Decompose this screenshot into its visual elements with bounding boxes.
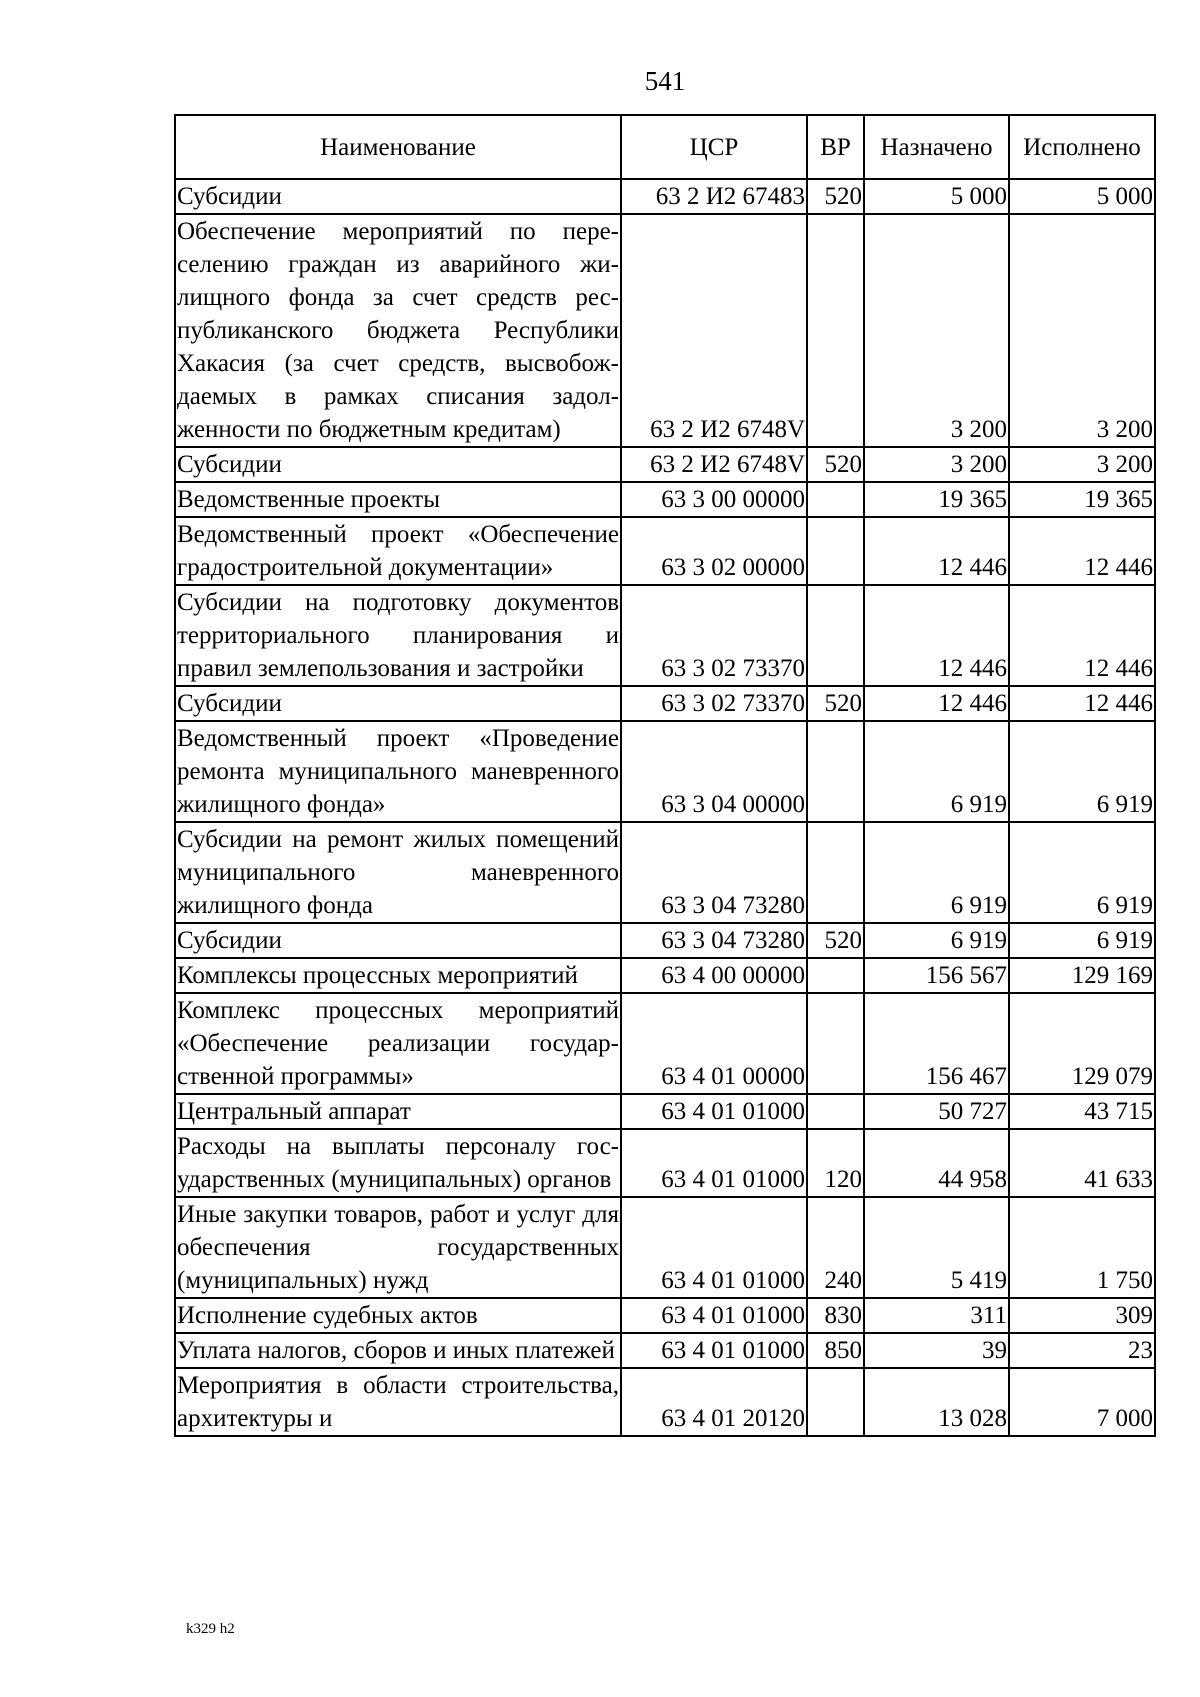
cell-name: Субсидии [175, 447, 621, 482]
header-name: Наименование [175, 115, 621, 179]
cell-planned: 50 727 [864, 1094, 1009, 1129]
cell-executed: 12 446 [1009, 585, 1155, 686]
cell-vr [807, 721, 864, 822]
table-row [175, 1197, 1155, 1298]
table-row [175, 686, 1155, 721]
cell-executed: 23 [1009, 1333, 1155, 1368]
cell-planned: 44 958 [864, 1129, 1009, 1197]
budget-table [174, 114, 1156, 1437]
cell-name: Мероприятия в области строительства, архитектуры и [175, 1368, 621, 1436]
table-row [175, 482, 1155, 517]
table-row [175, 1368, 1155, 1436]
cell-name: Субсидии на ремонт жилых помещений муниципального маневренного жилищного фонда [175, 822, 621, 923]
cell-planned: 156 467 [864, 993, 1009, 1094]
cell-executed: 43 715 [1009, 1094, 1155, 1129]
cell-planned: 6 919 [864, 923, 1009, 958]
cell-executed: 3 200 [1009, 447, 1155, 482]
cell-planned: 12 446 [864, 517, 1009, 585]
cell-name: Комплекс процессных мероприятий «Обеспечение реализации государственной программы» [175, 993, 621, 1094]
cell-csr: 63 3 04 73280 [621, 822, 807, 923]
header-csr: ЦСР [621, 115, 807, 179]
cell-name: Исполнение судебных актов [175, 1298, 621, 1333]
table-body [175, 179, 1155, 1436]
table-row [175, 1333, 1155, 1368]
cell-csr: 63 4 00 00000 [621, 958, 807, 993]
cell-name: Иные закупки товаров, работ и услуг для обеспечения государственных (муниципальных) нужд [175, 1197, 621, 1298]
cell-executed: 12 446 [1009, 686, 1155, 721]
cell-executed: 309 [1009, 1298, 1155, 1333]
cell-name: Субсидии [175, 686, 621, 721]
cell-vr [807, 585, 864, 686]
cell-vr [807, 214, 864, 447]
cell-vr: 520 [807, 923, 864, 958]
cell-csr: 63 4 01 20120 [621, 1368, 807, 1436]
cell-executed: 5 000 [1009, 179, 1155, 214]
cell-vr: 520 [807, 179, 864, 214]
cell-name: Центральный аппарат [175, 1094, 621, 1129]
cell-csr: 63 3 02 73370 [621, 585, 807, 686]
cell-executed: 6 919 [1009, 923, 1155, 958]
cell-executed: 129 169 [1009, 958, 1155, 993]
page-number: 541 [644, 66, 686, 96]
cell-csr: 63 2 И2 6748V [621, 447, 807, 482]
cell-vr: 240 [807, 1197, 864, 1298]
cell-executed: 7 000 [1009, 1368, 1155, 1436]
table-row [175, 517, 1155, 585]
table-row [175, 1129, 1155, 1197]
cell-name: Обеспечение мероприятий по переселению граждан из аварийного жилищного фонда за счет средств республиканского бюджета Республики Хакасия (за счет средств, высвобождаемых в рамках списания задолженности по бюджетным кредитам) [175, 214, 621, 447]
cell-csr: 63 2 И2 6748V [621, 214, 807, 447]
cell-executed: 19 365 [1009, 482, 1155, 517]
cell-planned: 12 446 [864, 585, 1009, 686]
cell-vr [807, 958, 864, 993]
cell-csr: 63 4 01 00000 [621, 993, 807, 1094]
table-row [175, 585, 1155, 686]
cell-csr: 63 3 00 00000 [621, 482, 807, 517]
cell-csr: 63 3 02 73370 [621, 686, 807, 721]
cell-planned: 311 [864, 1298, 1009, 1333]
cell-vr [807, 822, 864, 923]
cell-csr: 63 3 04 73280 [621, 923, 807, 958]
cell-planned: 6 919 [864, 822, 1009, 923]
cell-planned: 156 567 [864, 958, 1009, 993]
cell-name: Уплата налогов, сборов и иных платежей [175, 1333, 621, 1368]
cell-vr: 520 [807, 686, 864, 721]
header-vr: ВР [807, 115, 864, 179]
table-row [175, 923, 1155, 958]
cell-planned: 39 [864, 1333, 1009, 1368]
header-planned: Назначено [864, 115, 1009, 179]
cell-vr: 830 [807, 1298, 864, 1333]
cell-csr: 63 4 01 01000 [621, 1298, 807, 1333]
cell-planned: 3 200 [864, 214, 1009, 447]
table-row [175, 822, 1155, 923]
cell-csr: 63 3 02 00000 [621, 517, 807, 585]
cell-name: Расходы на выплаты персоналу государственных (муниципальных) органов [175, 1129, 621, 1197]
table-row [175, 993, 1155, 1094]
cell-vr: 120 [807, 1129, 864, 1197]
cell-vr [807, 993, 864, 1094]
cell-executed: 129 079 [1009, 993, 1155, 1094]
cell-vr [807, 1368, 864, 1436]
table-row [175, 214, 1155, 447]
table-row [175, 447, 1155, 482]
cell-planned: 6 919 [864, 721, 1009, 822]
cell-executed: 3 200 [1009, 214, 1155, 447]
cell-executed: 6 919 [1009, 721, 1155, 822]
cell-vr [807, 517, 864, 585]
cell-planned: 13 028 [864, 1368, 1009, 1436]
cell-planned: 3 200 [864, 447, 1009, 482]
cell-name: Субсидии на подготовку документов территориального планирования и правил землепользования и застройки [175, 585, 621, 686]
cell-name: Ведомственные проекты [175, 482, 621, 517]
cell-csr: 63 4 01 01000 [621, 1333, 807, 1368]
cell-planned: 5 000 [864, 179, 1009, 214]
footer-code: k329 h2 [186, 1621, 235, 1637]
cell-name: Ведомственный проект «Проведение ремонта муниципального маневренного жилищного фонда» [175, 721, 621, 822]
header-executed: Исполнено [1009, 115, 1155, 179]
table-row [175, 958, 1155, 993]
cell-executed: 12 446 [1009, 517, 1155, 585]
cell-planned: 5 419 [864, 1197, 1009, 1298]
cell-vr: 520 [807, 447, 864, 482]
cell-name: Ведомственный проект «Обеспечение градостроительной документации» [175, 517, 621, 585]
table-row [175, 179, 1155, 214]
cell-name: Субсидии [175, 179, 621, 214]
cell-executed: 41 633 [1009, 1129, 1155, 1197]
cell-name: Комплексы процессных мероприятий [175, 958, 621, 993]
cell-vr: 850 [807, 1333, 864, 1368]
cell-name: Субсидии [175, 923, 621, 958]
table-row [175, 1094, 1155, 1129]
cell-csr: 63 4 01 01000 [621, 1094, 807, 1129]
cell-csr: 63 4 01 01000 [621, 1129, 807, 1197]
cell-vr [807, 482, 864, 517]
cell-planned: 19 365 [864, 482, 1009, 517]
cell-executed: 6 919 [1009, 822, 1155, 923]
cell-planned: 12 446 [864, 686, 1009, 721]
cell-csr: 63 4 01 01000 [621, 1197, 807, 1298]
table-header-row [175, 115, 1155, 179]
cell-vr [807, 1094, 864, 1129]
cell-csr: 63 2 И2 67483 [621, 179, 807, 214]
table-row [175, 1298, 1155, 1333]
table-row [175, 721, 1155, 822]
cell-executed: 1 750 [1009, 1197, 1155, 1298]
cell-csr: 63 3 04 00000 [621, 721, 807, 822]
